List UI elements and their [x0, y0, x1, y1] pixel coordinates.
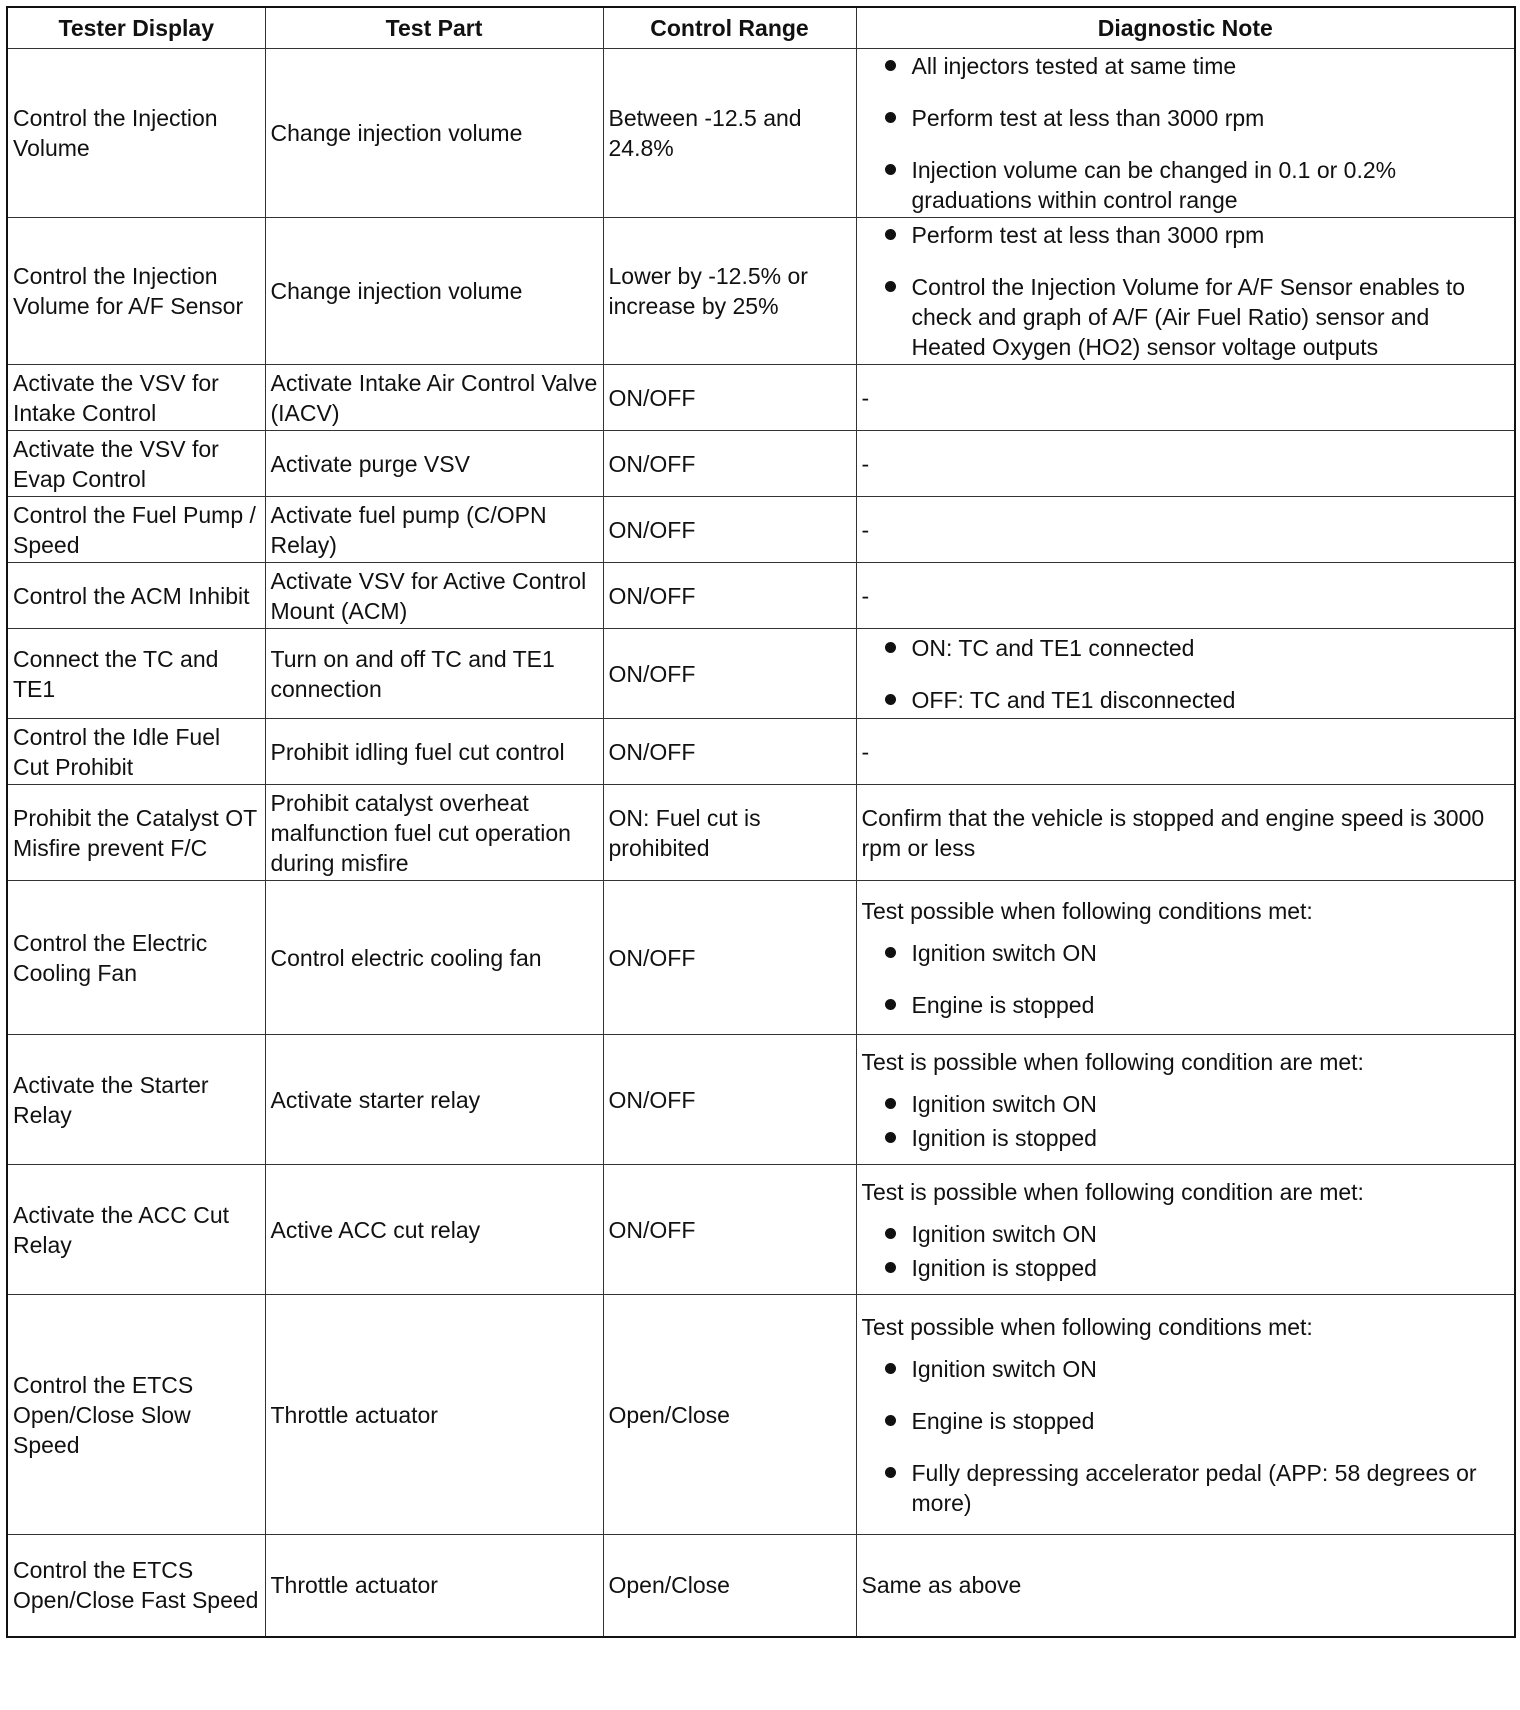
note-intro: Test possible when following conditions met: — [861, 897, 1313, 924]
tester-display-cell: Control the ACM Inhibit — [7, 563, 265, 629]
tester-display-cell: Activate the Starter Relay — [7, 1035, 265, 1165]
note-bullet: ON: TC and TE1 connected — [862, 633, 1510, 663]
table-row — [7, 365, 1515, 431]
diagnostic-note-cell — [856, 629, 1515, 719]
note-bullet: Ignition switch ON — [862, 1089, 1510, 1119]
header-control-range: Control Range — [603, 7, 856, 49]
table-row — [7, 1035, 1515, 1165]
control-range-cell: ON/OFF — [603, 365, 856, 431]
control-range-cell: Between -12.5 and 24.8% — [603, 49, 856, 218]
note-bullet-list — [862, 1089, 1510, 1153]
table-row — [7, 629, 1515, 719]
test-part-cell: Activate fuel pump (C/OPN Relay) — [265, 497, 603, 563]
diagnostic-note-cell — [856, 218, 1515, 365]
test-part-cell: Throttle actuator — [265, 1535, 603, 1637]
diagnostic-note-cell: - — [856, 431, 1515, 497]
tester-display-cell: Prohibit the Catalyst OT Misfire prevent F/C — [7, 785, 265, 881]
control-range-cell: Open/Close — [603, 1295, 856, 1535]
note-bullet: Ignition switch ON — [862, 1219, 1510, 1249]
test-part-cell: Change injection volume — [265, 218, 603, 365]
tester-display-cell: Control the ETCS Open/Close Fast Speed — [7, 1535, 265, 1637]
control-range-cell: ON/OFF — [603, 1035, 856, 1165]
note-bullet-list — [862, 51, 1510, 215]
diagnostic-note-cell — [856, 881, 1515, 1035]
tester-display-cell: Activate the ACC Cut Relay — [7, 1165, 265, 1295]
note-bullet: Fully depressing accelerator pedal (APP: 58 degrees or more) — [862, 1458, 1510, 1518]
table-row — [7, 719, 1515, 785]
note-bullet: Ignition switch ON — [862, 938, 1510, 968]
diagnostic-note-cell — [856, 1035, 1515, 1165]
header-test-part: Test Part — [265, 7, 603, 49]
test-part-cell: Activate purge VSV — [265, 431, 603, 497]
control-range-cell: ON/OFF — [603, 497, 856, 563]
diagnostic-note-cell: - — [856, 365, 1515, 431]
control-range-cell: ON/OFF — [603, 431, 856, 497]
note-intro: Test possible when following conditions met: — [861, 1313, 1313, 1340]
table-row — [7, 563, 1515, 629]
tester-display-cell: Activate the VSV for Evap Control — [7, 431, 265, 497]
tester-display-cell: Control the ETCS Open/Close Slow Speed — [7, 1295, 265, 1535]
note-bullet-list — [862, 633, 1510, 715]
control-range-cell: Open/Close — [603, 1535, 856, 1637]
table-row — [7, 1295, 1515, 1535]
test-part-cell: Activate VSV for Active Control Mount (ACM) — [265, 563, 603, 629]
test-part-cell: Change injection volume — [265, 49, 603, 218]
test-part-cell: Throttle actuator — [265, 1295, 603, 1535]
control-range-cell: ON/OFF — [603, 1165, 856, 1295]
note-bullet-list — [862, 1219, 1510, 1283]
note-bullet-list — [862, 1354, 1510, 1518]
control-range-cell: ON: Fuel cut is prohibited — [603, 785, 856, 881]
control-range-cell: ON/OFF — [603, 719, 856, 785]
test-part-cell: Activate Intake Air Control Valve (IACV) — [265, 365, 603, 431]
active-test-table — [6, 6, 1516, 1638]
note-bullet: Control the Injection Volume for A/F Sensor enables to check and graph of A/F (Air Fuel Ratio) sensor and Heated Oxygen (HO2) sensor voltage outputs — [862, 272, 1510, 362]
table-row — [7, 49, 1515, 218]
note-bullet: Ignition switch ON — [862, 1354, 1510, 1384]
header-row — [7, 7, 1515, 49]
note-bullet-list — [862, 220, 1510, 362]
test-part-cell: Prohibit idling fuel cut control — [265, 719, 603, 785]
table-row — [7, 431, 1515, 497]
note-bullet: Engine is stopped — [862, 1406, 1510, 1436]
tester-display-cell: Control the Fuel Pump / Speed — [7, 497, 265, 563]
note-bullet: Engine is stopped — [862, 990, 1510, 1020]
table-row — [7, 785, 1515, 881]
tester-display-cell: Activate the VSV for Intake Control — [7, 365, 265, 431]
diagnostic-note-cell: Same as above — [856, 1535, 1515, 1637]
tester-display-cell: Control the Injection Volume — [7, 49, 265, 218]
table-row — [7, 497, 1515, 563]
header-tester-display: Tester Display — [7, 7, 265, 49]
note-bullet: Ignition is stopped — [862, 1123, 1510, 1153]
test-part-cell: Turn on and off TC and TE1 connection — [265, 629, 603, 719]
test-part-cell: Control electric cooling fan — [265, 881, 603, 1035]
note-bullet: Ignition is stopped — [862, 1253, 1510, 1283]
control-range-cell: Lower by -12.5% or increase by 25% — [603, 218, 856, 365]
note-bullet-list — [862, 938, 1510, 1020]
test-part-cell: Active ACC cut relay — [265, 1165, 603, 1295]
note-bullet: All injectors tested at same time — [862, 51, 1510, 81]
note-bullet: OFF: TC and TE1 disconnected — [862, 685, 1510, 715]
header-diagnostic-note: Diagnostic Note — [856, 7, 1515, 49]
diagnostic-note-cell: - — [856, 719, 1515, 785]
note-bullet: Injection volume can be changed in 0.1 or 0.2% graduations within control range — [862, 155, 1510, 215]
note-intro: Test is possible when following condition are met: — [861, 1178, 1364, 1205]
tester-display-cell: Connect the TC and TE1 — [7, 629, 265, 719]
diagnostic-note-cell — [856, 49, 1515, 218]
tester-display-cell: Control the Electric Cooling Fan — [7, 881, 265, 1035]
test-part-cell: Activate starter relay — [265, 1035, 603, 1165]
tester-display-cell: Control the Injection Volume for A/F Sensor — [7, 218, 265, 365]
table-row — [7, 1165, 1515, 1295]
table-row — [7, 218, 1515, 365]
control-range-cell: ON/OFF — [603, 629, 856, 719]
table-row — [7, 1535, 1515, 1637]
diagnostic-note-cell: Confirm that the vehicle is stopped and engine speed is 3000 rpm or less — [856, 785, 1515, 881]
diagnostic-note-cell: - — [856, 497, 1515, 563]
note-bullet: Perform test at less than 3000 rpm — [862, 103, 1510, 133]
note-intro: Test is possible when following condition are met: — [861, 1048, 1364, 1075]
control-range-cell: ON/OFF — [603, 881, 856, 1035]
tester-display-cell: Control the Idle Fuel Cut Prohibit — [7, 719, 265, 785]
note-bullet: Perform test at less than 3000 rpm — [862, 220, 1510, 250]
diagnostic-note-cell — [856, 1295, 1515, 1535]
diagnostic-note-cell — [856, 1165, 1515, 1295]
table-row — [7, 881, 1515, 1035]
diagnostic-note-cell: - — [856, 563, 1515, 629]
control-range-cell: ON/OFF — [603, 563, 856, 629]
test-part-cell: Prohibit catalyst overheat malfunction fuel cut operation during misfire — [265, 785, 603, 881]
